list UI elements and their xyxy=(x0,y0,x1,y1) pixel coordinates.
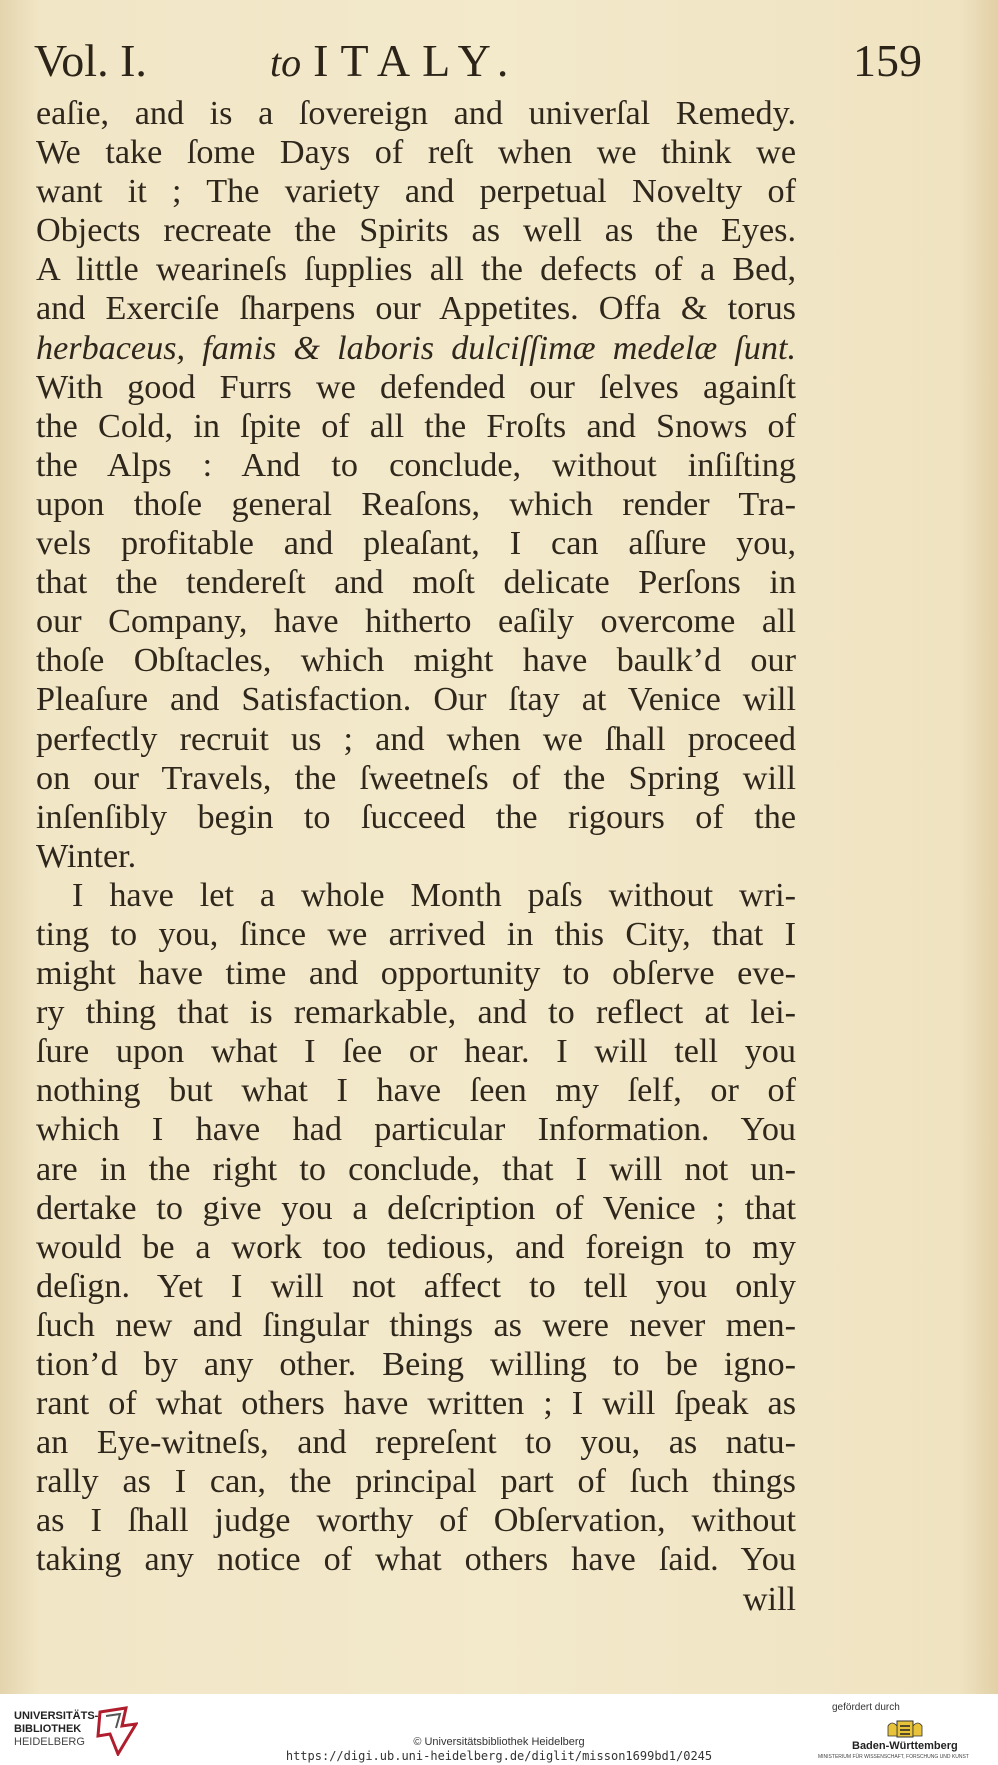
text-line: that the tendereſt and moſt delicate Perſons in xyxy=(36,564,796,602)
text-line: ſuch new and ſingular things as were never men- xyxy=(36,1306,796,1344)
text-line: which I have had particular Information. You xyxy=(36,1111,796,1149)
text-line: ting to you, ſince we arrived in this City, that I xyxy=(36,915,796,953)
text-line: dertake to give you a deſcription of Venice ; that xyxy=(36,1189,796,1227)
coat-of-arms-icon xyxy=(885,1718,925,1740)
text-line: With good Furrs we defended our ſelves againſt xyxy=(36,368,796,406)
text-line: upon thoſe general Reaſons, which render Tra- xyxy=(36,485,796,523)
text-line: tion’d by any other. Being willing to be igno- xyxy=(36,1346,796,1383)
text-line: on our Travels, the ſweetneſs of the Spring will xyxy=(36,759,796,797)
text-line: perfectly recruit us ; and when we ſhall proceed xyxy=(36,720,796,758)
text-line: thoſe Obſtacles, which might have baulk’d our xyxy=(36,642,796,680)
text-line: We take ſome Days of reſt when we think we xyxy=(36,134,796,172)
text-line: the Cold, in ſpite of all the Froſts and Snows of xyxy=(36,407,796,445)
text-line: are in the right to conclude, that I will not un- xyxy=(36,1150,796,1188)
library-name-line2: BIBLIOTHEK xyxy=(14,1723,82,1735)
title-place: ITALY. xyxy=(313,35,521,86)
text-line: vels profitable and pleaſant, I can aſſure you, xyxy=(36,525,796,563)
funded-by-label: gefördert durch xyxy=(832,1702,900,1713)
text-line: herbaceus, famis & laboris dulciſſimæ medelæ ſunt. xyxy=(36,329,796,367)
text-line: ry thing that is remarkable, and to reflect at lei- xyxy=(36,994,796,1032)
text-line: an Eye-witneſs, and repreſent to you, as natu- xyxy=(36,1424,796,1462)
text-line: nothing but what I have ſeen my ſelf, or of xyxy=(36,1072,796,1110)
text-line: Winter. xyxy=(36,837,137,875)
text-line: inſenſibly begin to ſucceed the rigours of the xyxy=(36,798,796,836)
funder-subtitle: MINISTERIUM FÜR WISSENSCHAFT, FORSCHUNG UND KUNST xyxy=(818,1754,969,1760)
footer-bar xyxy=(0,1694,998,1765)
text-line: the Alps : And to conclude, without inſiſting xyxy=(36,446,796,484)
funder-name: Baden-Württemberg xyxy=(852,1740,958,1752)
running-title xyxy=(270,34,520,87)
body-text xyxy=(36,94,796,1619)
text-line: our Company, have hitherto eaſily overcome all xyxy=(36,603,796,641)
text-line: Pleaſure and Satisfaction. Our ſtay at Venice will xyxy=(36,681,796,719)
text-line: eaſie, and is a ſovereign and univerſal Remedy. xyxy=(36,95,796,132)
text-line: Objects recreate the Spirits as well as the Eyes. xyxy=(36,212,796,250)
text-line: ſure upon what I ſee or hear. I will tell you xyxy=(36,1033,796,1071)
permalink-url[interactable]: https://digi.ub.uni-heidelberg.de/diglit/misson1699bd1/0245 xyxy=(285,1749,713,1763)
text-line: as I ſhall judge worthy of Obſervation, without xyxy=(36,1502,796,1540)
library-name-line3: HEIDELBERG xyxy=(14,1736,85,1748)
text-line: rant of what others have written ; I will ſpeak as xyxy=(36,1385,796,1423)
text-line: deſign. Yet I will not affect to tell you only xyxy=(36,1267,796,1305)
text-line: I have let a whole Month paſs without wri- xyxy=(72,876,796,914)
library-name-line1: UNIVERSITÄTS- xyxy=(14,1710,99,1722)
text-line: taking any notice of what others have ſaid. You xyxy=(36,1541,796,1579)
catchword: will xyxy=(742,1580,796,1618)
page-number: 159 xyxy=(853,35,922,86)
title-to: to xyxy=(270,40,302,85)
text-line: rally as I can, the principal part of ſuch things xyxy=(36,1463,796,1501)
text-line: would be a work too tedious, and foreign to my xyxy=(36,1228,796,1266)
volume-label: Vol. I. xyxy=(34,35,147,86)
text-line: A little wearineſs ſupplies all the defects of a Bed, xyxy=(36,251,796,289)
text-line: want it ; The variety and perpetual Novelty of xyxy=(36,173,796,211)
text-line: and Exerciſe ſharpens our Appetites. Offa & torus xyxy=(36,290,796,328)
copyright-notice: © Universitätsbibliothek Heidelberg xyxy=(413,1736,585,1748)
running-header xyxy=(34,34,922,94)
text-line: might have time and opportunity to obſerve eve- xyxy=(36,955,796,993)
